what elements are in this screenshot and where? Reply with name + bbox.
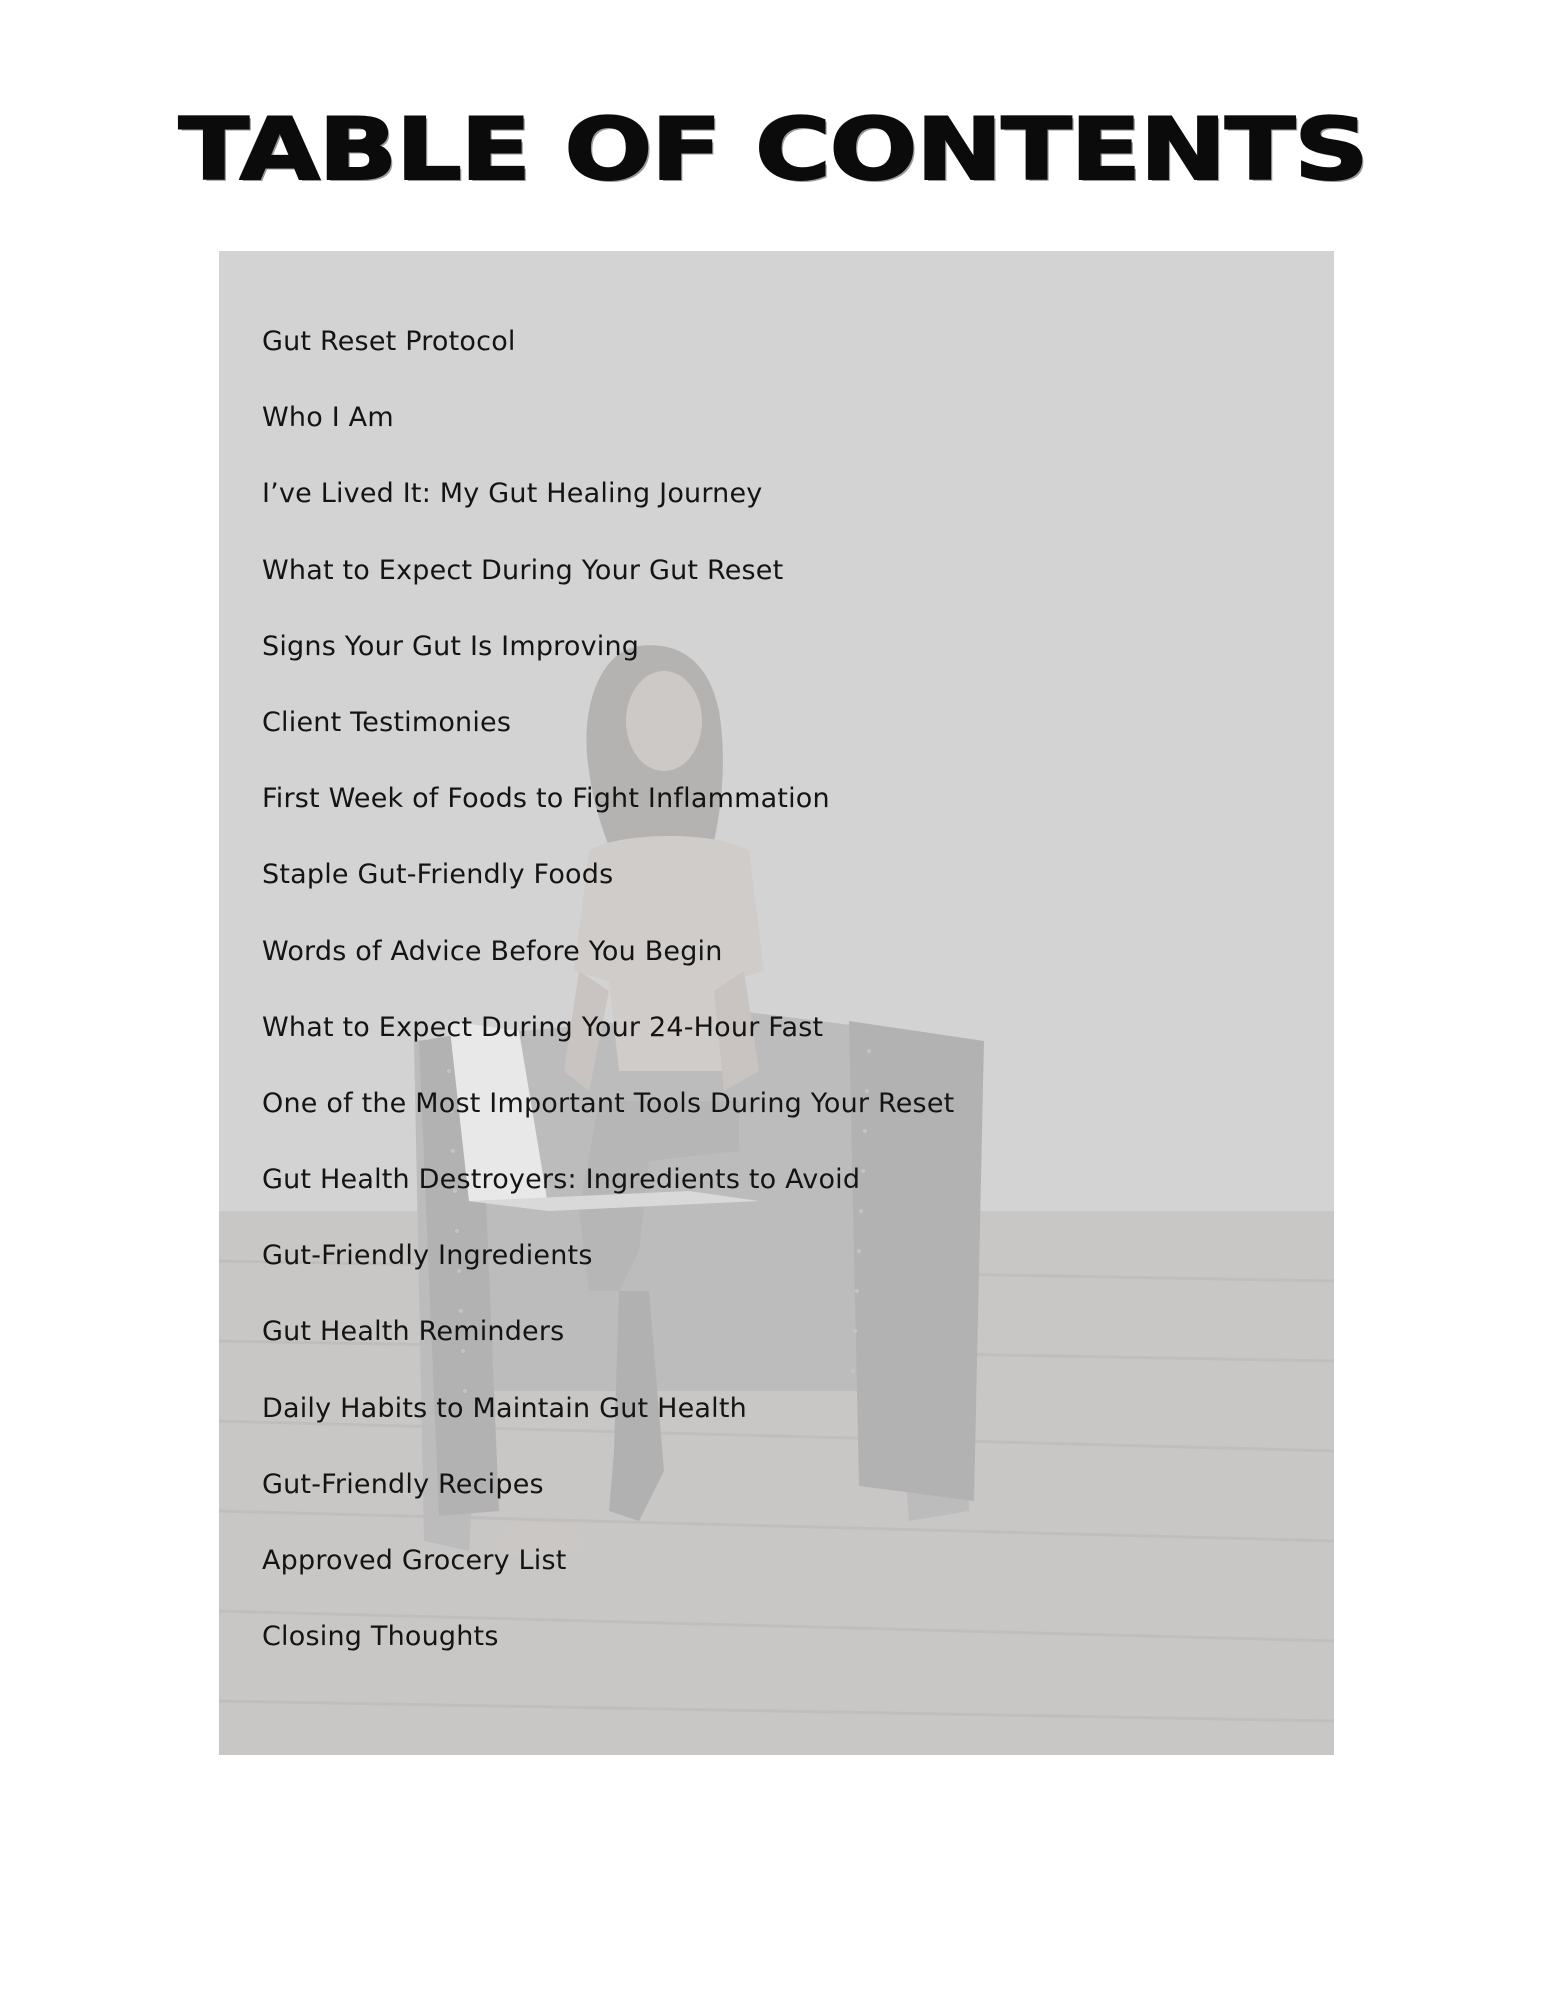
toc-item[interactable]: Staple Gut-Friendly Foods	[262, 859, 614, 891]
toc-item[interactable]: Who I Am	[262, 402, 394, 434]
toc-item[interactable]: Gut Health Destroyers: Ingredients to Avoid	[262, 1164, 861, 1196]
toc-item[interactable]: Gut Reset Protocol	[262, 326, 516, 357]
toc-item[interactable]: Daily Habits to Maintain Gut Health	[262, 1392, 747, 1424]
toc-item[interactable]: One of the Most Important Tools During Your Reset	[262, 1087, 955, 1119]
toc-item[interactable]: Gut Health Reminders	[262, 1316, 565, 1348]
toc-item[interactable]: Approved Grocery List	[262, 1545, 567, 1576]
toc-item[interactable]: Signs Your Gut Is Improving	[262, 630, 640, 662]
toc-item[interactable]: Client Testimonies	[262, 706, 512, 738]
toc-item[interactable]: First Week of Foods to Fight Inflammation	[262, 783, 830, 815]
toc-item[interactable]: I’ve Lived It: My Gut Healing Journey	[262, 478, 763, 510]
toc-item[interactable]: What to Expect During Your 24-Hour Fast	[262, 1011, 824, 1043]
toc-item[interactable]: Closing Thoughts	[262, 1621, 499, 1653]
toc-list	[262, 322, 954, 1693]
toc-item[interactable]: Gut-Friendly Recipes	[262, 1468, 544, 1500]
toc-item[interactable]: What to Expect During Your Gut Reset	[262, 554, 784, 586]
toc-item[interactable]: Gut-Friendly Ingredients	[262, 1240, 593, 1272]
page-title: TABLE OF CONTENTS	[178, 100, 1368, 200]
toc-item[interactable]: Words of Advice Before You Begin	[262, 935, 723, 967]
